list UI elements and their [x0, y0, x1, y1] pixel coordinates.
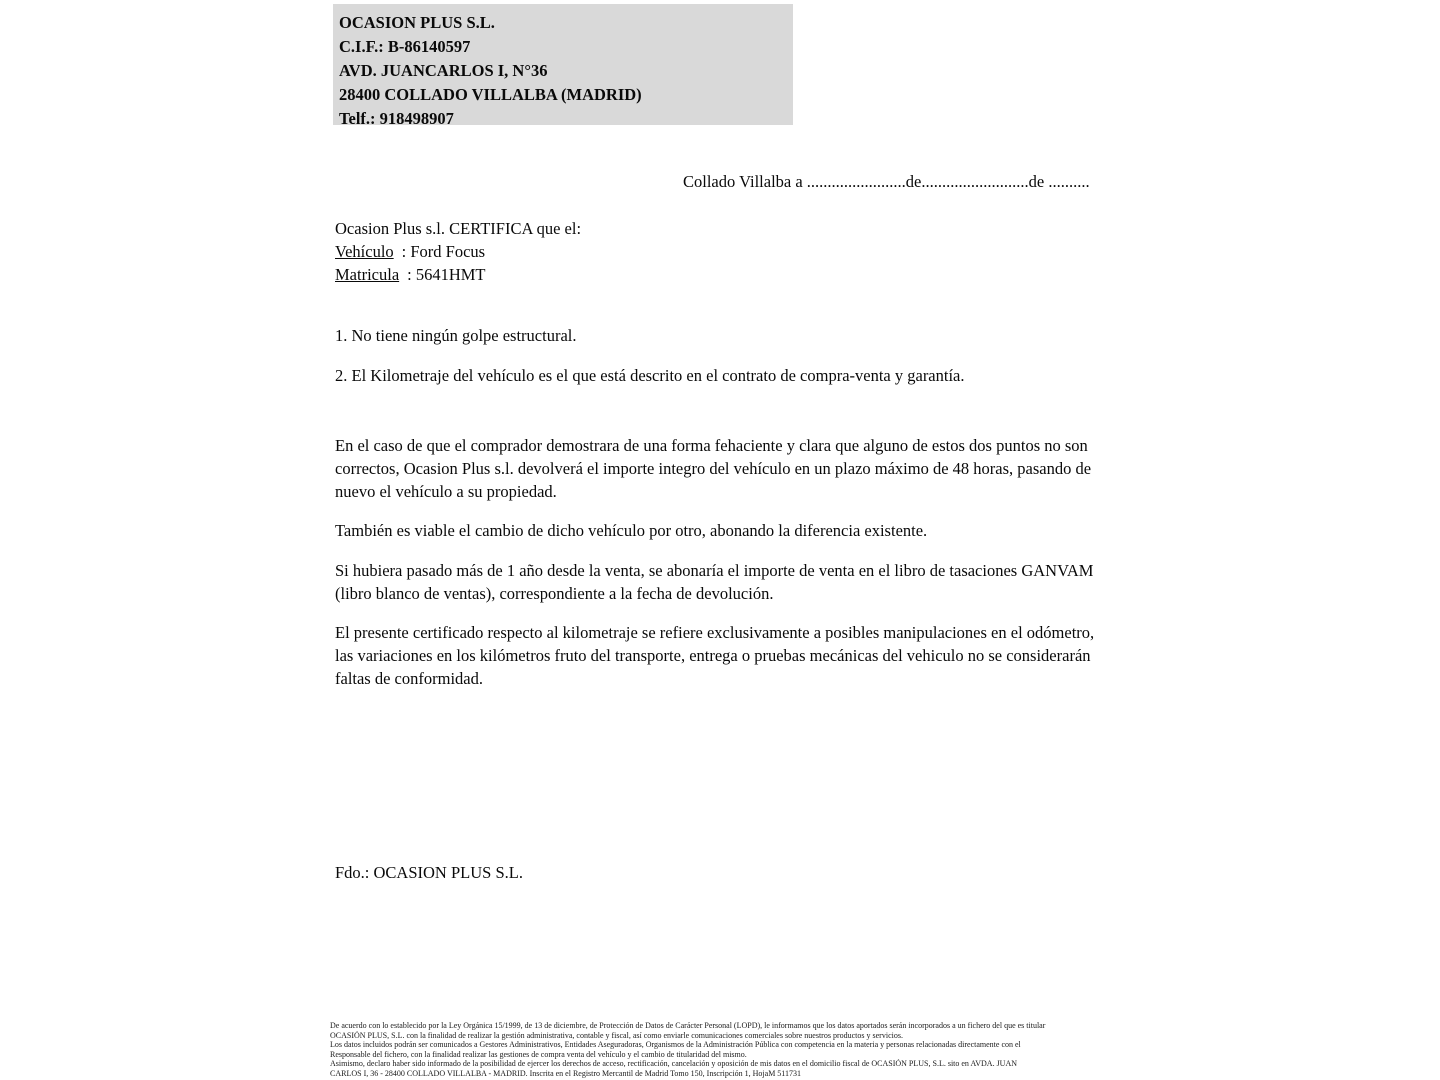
signature-line: Fdo.: OCASION PLUS S.L. — [335, 863, 523, 882]
legal-footer-line: De acuerdo con lo establecido por la Ley Orgánica 15/1999, de 13 de diciembre, de Protección de Datos de Carácter Personal (LOPD), le informamos que los datos aportados serán incorporados a un fichero del que es titular — [330, 1021, 1046, 1030]
refund-paragraph: En el caso de que el comprador demostrara de una forma fehaciente y clara que alguno de estos dos puntos no son correctos, Ocasion Plus s.l. devolverá el importe integro del vehículo en un plazo máximo de 48 horas, pasando de nuevo el vehículo a su propiedad. — [335, 435, 1092, 501]
odometer-paragraph: El presente certificado respecto al kilometraje se refiere exclusivamente a posibles manipulaciones en el odómetro, las variaciones en los kilómetros fruto del transporte, entrega o pruebas mecánicas del vehiculo no se considerarán faltas de conformidad. — [335, 623, 1095, 688]
vehicle-line — [335, 240, 1101, 263]
certified-point-1: 1. No tiene ningún golpe estructural. — [335, 326, 577, 345]
legal-footer — [330, 1021, 1108, 1079]
ganvam-paragraph: Si hubiera pasado más de 1 año desde la venta, se abonaría el importe de venta en el libro de tasaciones GANVAM (libro blanco de ventas), correspondiente a la fecha de devolución. — [335, 560, 1094, 603]
company-city: 28400 COLLADO VILLALBA (MADRID) — [339, 85, 642, 104]
plate-line — [335, 263, 1101, 286]
certified-point-2: 2. El Kilometraje del vehículo es el que está descrito en el contrato de compra-venta y garantía. — [335, 365, 965, 385]
date-fill-in-line: Collado Villalba a ........................de..........................de .......... — [683, 172, 1090, 191]
exchange-paragraph: También es viable el cambio de dicho vehículo por otro, abonando la diferencia existente. — [335, 521, 928, 540]
company-name: OCASION PLUS S.L. — [339, 13, 495, 32]
plate-label: Matricula — [335, 265, 400, 284]
certificate-body — [335, 217, 1101, 707]
legal-footer-line: Los datos incluidos podrán ser comunicados a Gestores Administrativos, Entidades Aseguradoras, Organismos de la Administración Pública con competencia en la materia y personas relacionadas directamente con el — [330, 1040, 1021, 1050]
vehicle-label: Vehículo — [335, 242, 394, 261]
legal-footer-line: Responsable del fichero, con la finalidad realizar las gestiones de compra venta del vehículo y el cambio de titularidad del mismo. — [330, 1049, 747, 1059]
company-header-block — [333, 4, 793, 128]
company-address: AVD. JUANCARLOS I, N°36 — [339, 61, 548, 80]
legal-footer-line: Asimismo, declaro haber sido informado de la posibilidad de ejercer los derechos de acceso, rectificación, cancelación y oposición de mis datos en el domicilio fiscal de OCASIÓN PLUS, S.L. sito en AVDA. JUAN — [330, 1059, 1018, 1069]
company-cif: C.I.F.: B-86140597 — [339, 37, 471, 56]
plate-value: : 5641HMT — [407, 265, 486, 284]
legal-footer-line: CARLOS I, 36 - 28400 COLLADO VILLALBA - MADRID. Inscrita en el Registro Mercantil de Madrid Tomo 150, Inscripción 1, HojaM 511731 — [330, 1068, 802, 1078]
certifica-statement: Ocasion Plus s.l. CERTIFICA que el: — [335, 219, 582, 238]
legal-footer-line: OCASIÓN PLUS, S.L. con la finalidad de realizar la gestión administrativa, contable y fiscal, así como enviarle comunicaciones comerciales sobre nuestros productos y servicios. — [330, 1030, 903, 1040]
company-phone: Telf.: 918498907 — [339, 109, 454, 128]
vehicle-value: : Ford Focus — [401, 242, 486, 261]
